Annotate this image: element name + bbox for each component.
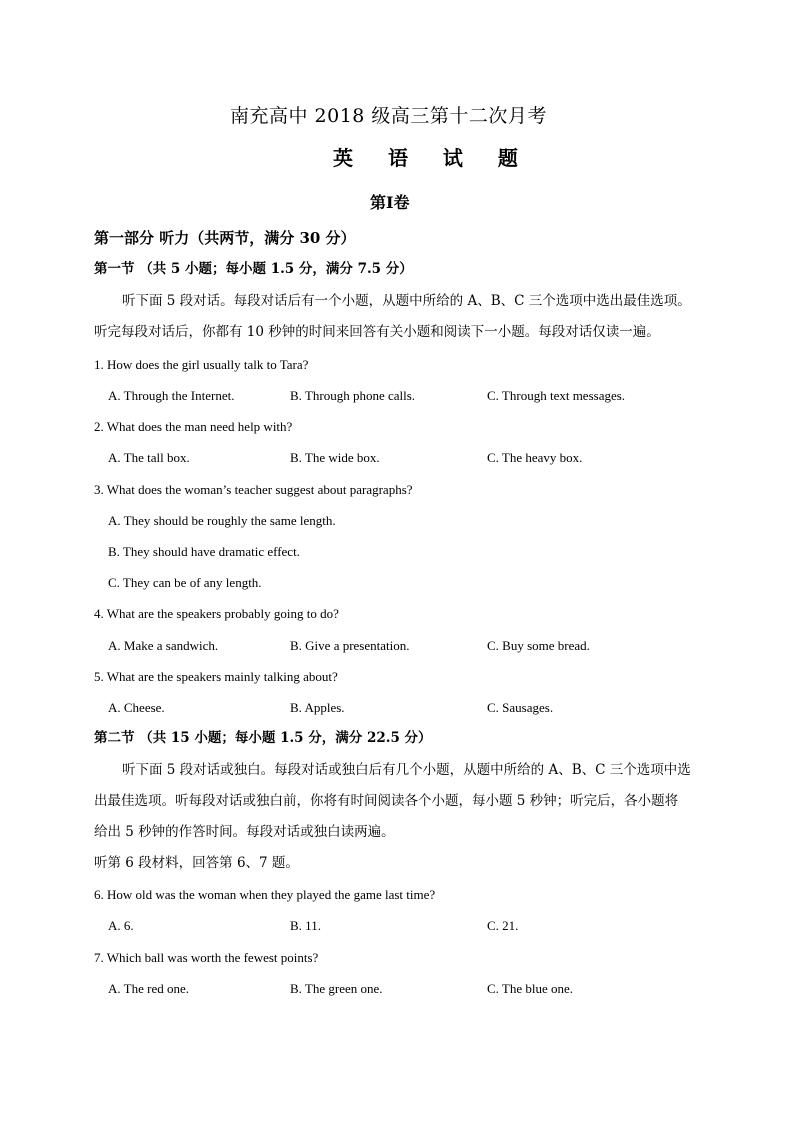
question-stem: 2. What does the man need help with?: [94, 419, 293, 434]
exam-subtitle: 英 语 试 题: [333, 146, 532, 170]
option-c: C. The heavy box.: [487, 450, 583, 465]
volume-label: 第Ⅰ卷: [370, 193, 410, 212]
question-stem: 5. What are the speakers mainly talking about?: [94, 669, 338, 684]
option-b: B. The green one.: [290, 981, 383, 996]
option-b: B. Apples.: [290, 700, 345, 715]
question-stem: 3. What does the woman’s teacher suggest about paragraphs?: [94, 482, 413, 497]
question-stem: 1. How does the girl usually talk to Tara?: [94, 357, 309, 372]
option-a: A. Through the Internet.: [108, 388, 235, 403]
option-c: C. The blue one.: [487, 981, 574, 996]
section2-instruction-line: 出最佳选项。听每段对话或独白前，你将有时间阅读各个小题，每小题 5 秒钟；听完后，各小题将: [94, 793, 679, 809]
option-c: C. Buy some bread.: [487, 638, 590, 653]
section2-instruction-line: 给出 5 秒钟的作答时间。每段对话或独白读两遍。: [94, 824, 395, 840]
option-c: C. Through text messages.: [487, 388, 626, 403]
section1-instruction-line: 听完每段对话后，你都有 10 秒钟的时间来回答有关小题和阅读下一小题。每段对话仅读一遍。: [94, 324, 660, 340]
option-b: B. 11.: [290, 918, 321, 933]
section2-heading: 第二节 （共 15 小题；每小题 1.5 分，满分 22.5 分）: [94, 730, 432, 746]
option-b: B. They should have dramatic effect.: [108, 544, 300, 559]
section1-heading: 第一节 （共 5 小题；每小题 1.5 分，满分 7.5 分）: [94, 261, 413, 277]
material-note: 听第 6 段材料，回答第 6、7 题。: [94, 855, 299, 871]
option-b: B. Give a presentation.: [290, 638, 410, 653]
exam-title: 南充高中 2018 级高三第十二次月考: [230, 105, 547, 127]
option-a: A. The red one.: [108, 981, 189, 996]
question-stem: 7. Which ball was worth the fewest points?: [94, 950, 319, 965]
option-c: C. They can be of any length.: [108, 575, 262, 590]
option-b: B. Through phone calls.: [290, 388, 416, 403]
option-a: A. 6.: [108, 918, 134, 933]
option-c: C. Sausages.: [487, 700, 554, 715]
question-stem: 6. How old was the woman when they played the game last time?: [94, 887, 436, 902]
option-a: A. Cheese.: [108, 700, 165, 715]
question-stem: 4. What are the speakers probably going to do?: [94, 606, 339, 621]
option-a: A. They should be roughly the same length.: [108, 513, 336, 528]
section2-instruction-line: 听下面 5 段对话或独白。每段对话或独白后有几个小题，从题中所给的 A、B、C 三个选项中选: [122, 762, 691, 778]
part1-heading: 第一部分 听力（共两节，满分 30 分）: [94, 229, 356, 247]
option-a: A. The tall box.: [108, 450, 190, 465]
option-c: C. 21.: [487, 918, 519, 933]
option-b: B. The wide box.: [290, 450, 380, 465]
option-a: A. Make a sandwich.: [108, 638, 219, 653]
section1-instruction-line: 听下面 5 段对话。每段对话后有一个小题，从题中所给的 A、B、C 三个选项中选出最佳选项。: [122, 293, 691, 309]
